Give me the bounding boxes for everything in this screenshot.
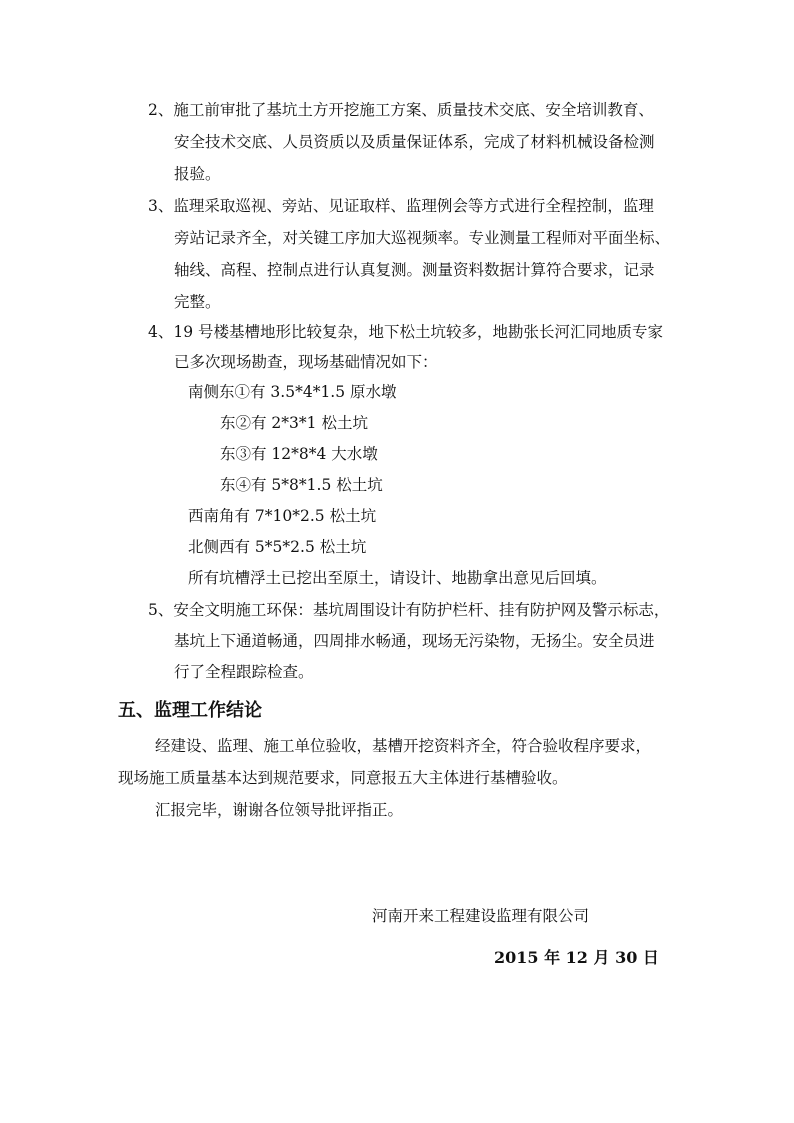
conclusion-paragraph-line-1: 经建设、监理、施工单位验收，基槽开挖资料齐全，符合验收程序要求， <box>155 737 652 755</box>
item-4-sub-line: 南侧东①有 3.5*4*1.5 原水墩 <box>188 383 397 401</box>
item-5-line-3: 行了全程跟踪检查。 <box>174 663 314 681</box>
item-3-line-1: 3、监理采取巡视、旁站、见证取样、监理例会等方式进行全程控制，监理 <box>148 197 654 215</box>
report-date: 2015 年 12 月 30 日 <box>494 948 659 967</box>
item-4-sub-line: 东④有 5*8*1.5 松土坑 <box>220 476 383 494</box>
item-4-sub-line: 西南角有 7*10*2.5 松土坑 <box>188 507 377 525</box>
item-3-line-2: 旁站记录齐全，对关键工序加大巡视频率。专业测量工程师对平面坐标、 <box>174 229 671 247</box>
conclusion-paragraph-line-2: 现场施工质量基本达到规范要求，同意报五大主体进行基槽验收。 <box>118 769 568 787</box>
item-3-line-4: 完整。 <box>174 293 221 311</box>
item-2-line-2: 安全技术交底、人员资质以及质量保证体系，完成了材料机械设备检测 <box>174 133 655 151</box>
item-2-line-1: 2、施工前审批了基坑土方开挖施工方案、质量技术交底、安全培训教育、 <box>148 101 654 119</box>
item-3-line-3: 轴线、高程、控制点进行认真复测。测量资料数据计算符合要求，记录 <box>174 261 655 279</box>
item-4-line-1: 4、19 号楼基槽地形比较复杂，地下松土坑较多，地勘张长河汇同地质专家 <box>148 323 664 341</box>
item-4-sub-line: 东③有 12*8*4 大水墩 <box>220 445 378 463</box>
item-4-line-2: 已多次现场勘查，现场基础情况如下： <box>174 353 438 371</box>
item-2-line-3: 报验。 <box>174 165 221 183</box>
item-5-line-2: 基坑上下通道畅通，四周排水畅通，现场无污染物，无扬尘。安全员进 <box>174 632 655 650</box>
item-4-sub-line: 所有坑槽浮土已挖出至原土，请设计、地勘拿出意见后回填。 <box>188 569 607 587</box>
company-name: 河南开来工程建设监理有限公司 <box>372 907 590 925</box>
closing-remark: 汇报完毕，谢谢各位领导批评指正。 <box>155 801 404 819</box>
section-heading: 五、监理工作结论 <box>118 700 262 721</box>
item-5-line-1: 5、安全文明施工环保：基坑周围设计有防护栏杆、挂有防护网及警示标志， <box>148 601 670 619</box>
item-4-sub-line: 北侧西有 5*5*2.5 松土坑 <box>188 538 367 556</box>
item-4-sub-line: 东②有 2*3*1 松土坑 <box>220 414 368 432</box>
